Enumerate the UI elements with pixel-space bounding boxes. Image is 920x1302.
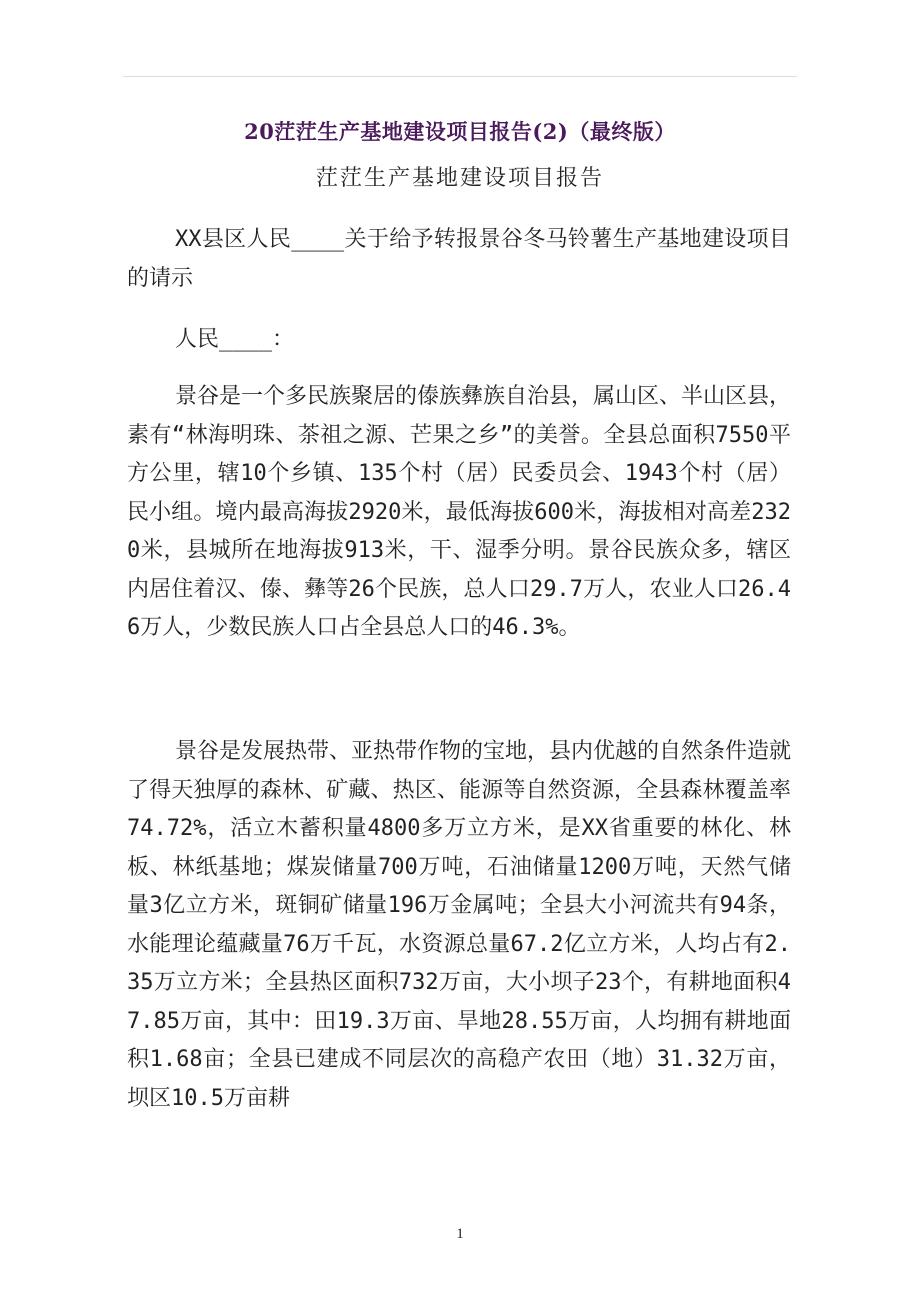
request-heading-paragraph: XX县区人民____关于给予转报景谷冬马铃薯生产基地建设项目的请示 — [127, 227, 791, 291]
header-rule — [123, 76, 797, 77]
page-number: 1 — [456, 1226, 464, 1242]
document-subtitle: 茳茳生产基地建设项目报告 — [315, 166, 604, 191]
body-paragraph: 景谷是发展热带、亚热带作物的宝地，县内优越的自然条件造就了得天独厚的森林、矿藏、热区、能源等自然资源，全县森林覆盖率74.72%，活立木蓄积量4800多万立方米，是XX省重要的林化、林板、林纸基地；煤炭储量700万吨，石油储量1200万吨，天然气储量3亿立方米，斑铜矿储量196万金属吨；全县大小河流共有94条，水能理论蕴藏量76万千瓦，水资源总量67.2亿立方米，人均占有2.35万立方米；全县热区面积732万亩，大小坝子23个，有耕地面积47.85万亩，其中：田19.3万亩、旱地28.55万亩，人均拥有耕地面积1.68亩；全县已建成不同层次的高稳产农田（地）31.32万亩，坝区10.5万亩耕 — [127, 739, 792, 1111]
body-paragraph: 景谷是一个多民族聚居的傣族彝族自治县，属山区、半山区县，素有“林海明珠、茶祖之源、芒果之乡”的美誉。全县总面积7550平方公里，辖10个乡镇、135个村（居）民委员会、1943个村（居）民小组。境内最高海拔2920米，最低海拔600米，海拔相对高差2320米，县城所在地海拔913米，干、湿季分明。景谷民族众多，辖区内居住着汉、傣、彝等26个民族，总人口29.7万人，农业人口26.46万人，少数民族人口占全县总人口的46.3%。 — [127, 384, 792, 640]
salutation-paragraph: 人民____： — [175, 327, 294, 352]
document-title: 20茳茳生产基地建设项目报告(2)（最终版） — [244, 119, 676, 144]
